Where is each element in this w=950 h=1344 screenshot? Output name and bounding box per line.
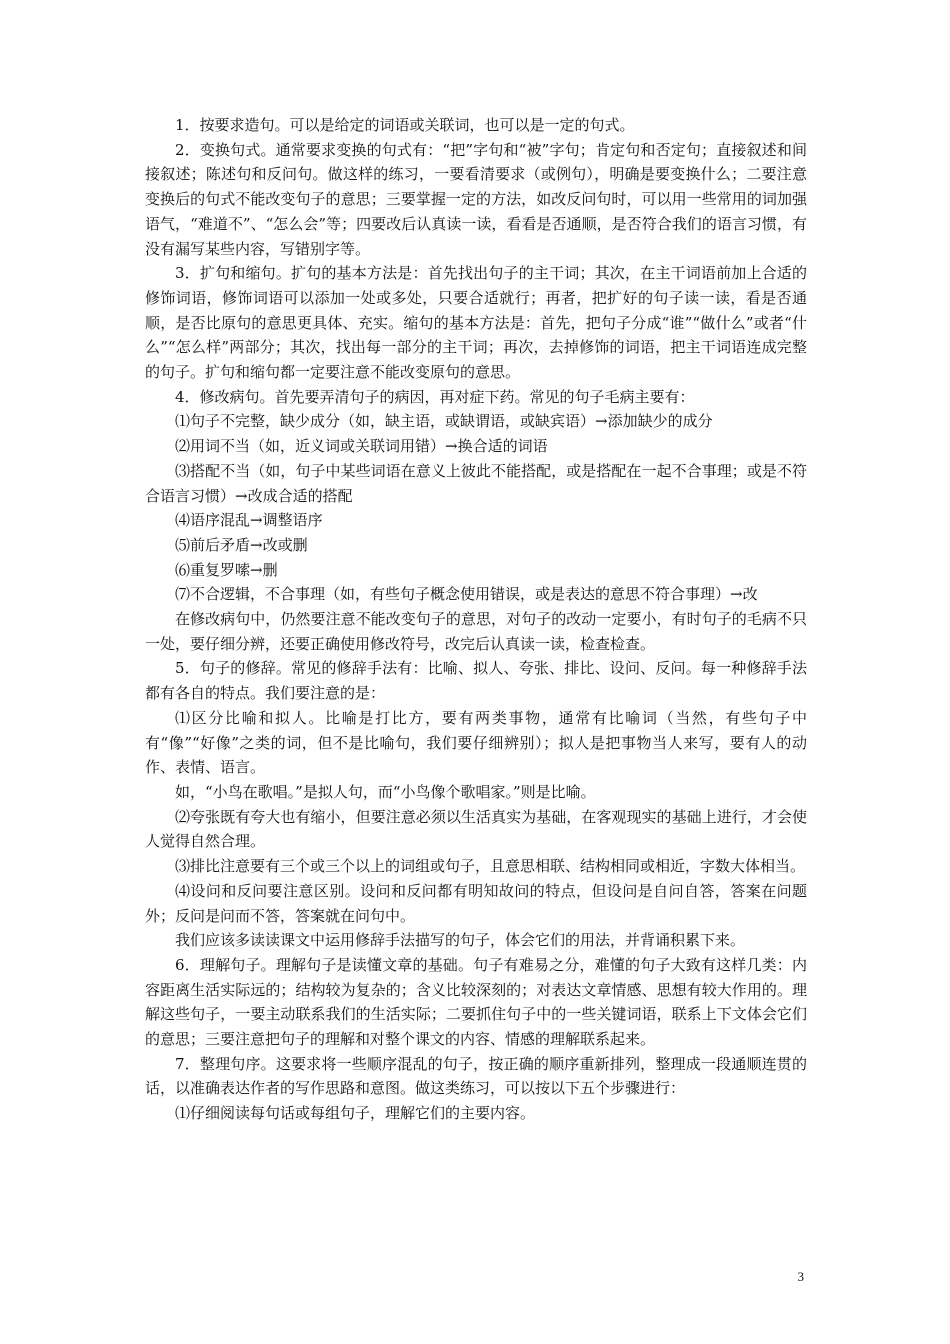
paragraph-5: 5．句子的修辞。常见的修辞手法有：比喻、拟人、夸张、排比、设问、反问。每一种修辞手法都有各自的特点。我们要注意的是： [145, 659, 807, 703]
list-item-5: ⑸前后矛盾→改或删 [175, 535, 308, 554]
list-item-7: ⑺不合逻辑，不合事理（如，有些句子概念使用错误，或是表达的意思不符合事理）→改 [175, 585, 758, 604]
paragraph-summary: 我们应该多读读课文中运用修辞手法描写的句子，体会它们的用法，并背诵积累下来。 [175, 931, 746, 950]
page-number: 3 [797, 1269, 804, 1284]
list-item-3: ⑶搭配不当（如，句子中某些词语在意义上彼此不能搭配，或是搭配在一起不合事理；或是不符合语言习惯）→改成合适的搭配 [145, 461, 807, 505]
list-item-2: ⑵用词不当（如，近义词或关联词用错）→换合适的词语 [175, 437, 548, 456]
list-item-1: ⑴句子不完整，缺少成分（如，缺主语，或缺谓语，或缺宾语）→添加缺少的成分 [175, 412, 713, 431]
step-item-1: ⑴仔细阅读每句话或每组句子，理解它们的主要内容。 [175, 1104, 536, 1123]
paragraph-note: 在修改病句中，仍然要注意不能改变句子的意思，对句子的改动一定要小，有时句子的毛病不只一处，要仔细分辨，还要正确使用修改符号，改完后认真读一读，检查检查。 [145, 610, 807, 653]
rhetoric-item-1: ⑴区分比喻和拟人。比喻是打比方，要有两类事物，通常有比喻词（当然，有些句子中有“像”“好像”之类的词，但不是比喻句，我们要仔细辨别）；拟人是把事物当人来写，要有人的动作、表情、语言。 [145, 708, 807, 777]
rhetoric-item-3: ⑶排比注意要有三个或三个以上的词组或句子，且意思相联、结构相同或相近，字数大体相当。 [175, 857, 806, 876]
list-item-4: ⑷语序混乱→调整语序 [175, 511, 323, 530]
rhetoric-example: 如，“小鸟在歌唱。”是拟人句，而“小鸟像个歌唱家。”则是比喻。 [175, 782, 596, 801]
list-item-6: ⑹重复罗嗦→删 [175, 560, 278, 579]
rhetoric-item-2: ⑵夸张既有夸大也有缩小，但要注意必须以生活真实为基础，在客观现实的基础上进行，才会使人觉得自然合理。 [145, 807, 807, 851]
document-body [145, 113, 807, 1126]
paragraph-4: 4．修改病句。首先要弄清句子的病因，再对症下药。常见的句子毛病主要有： [175, 387, 695, 406]
paragraph-6: 6．理解句子。理解句子是读懂文章的基础。句子有难易之分，难懂的句子大致有这样几类：内容距离生活实际远的；结构较为复杂的；含义比较深刻的；对表达文章情感、思想有较大作用的。理解这些句子，一要主动联系我们的生活实际；二要抓住句子中的一些关键词语，联系上下文体会它们的意思；三要注意把句子的理解和对整个课文的内容、情感的理解联系起来。 [145, 955, 807, 1049]
paragraph-3: 3．扩句和缩句。扩句的基本方法是：首先找出句子的主干词；其次，在主干词语前加上合适的修饰词语，修饰词语可以添加一处或多处，只要合适就行；再者，把扩好的句子读一读，看是否通顺，是否比原句的意思更具体、充实。缩句的基本方法是：首先，把句子分成“谁”“做什么”或者“什么”“怎么样”两部分；其次，找出每一部分的主干词；再次，去掉修饰的词语，把主干词语连成完整的句子。扩句和缩句都一定要注意不能改变原句的意思。 [145, 264, 807, 382]
rhetoric-item-4: ⑷设问和反问要注意区别。设问和反问都有明知故问的特点，但设问是自问自答，答案在问题外；反问是问而不答，答案就在问句中。 [145, 881, 807, 925]
paragraph-7: 7．整理句序。这要求将一些顺序混乱的句子，按正确的顺序重新排列，整理成一段通顺连贯的话，以准确表达作者的写作思路和意图。做这类练习，可以按以下五个步骤进行： [145, 1054, 807, 1098]
paragraph-2: 2．变换句式。通常要求变换的句式有：“把”字句和“被”字句；肯定句和否定句；直接叙述和间接叙述；陈述句和反问句。做这样的练习，一要看清要求（或例句），明确是要变换什么；二要注意变换后的句式不能改变句子的意思；三要掌握一定的方法，如改反问句时，可以用一些常用的词加强语气，“难道不”、“怎么会”等；四要改后认真读一读，看看是否通顺，是否符合我们的语言习惯，有没有漏写某些内容，写错别字等。 [145, 140, 807, 258]
paragraph-1: 1．按要求造句。可以是给定的词语或关联词，也可以是一定的句式。 [175, 116, 635, 134]
